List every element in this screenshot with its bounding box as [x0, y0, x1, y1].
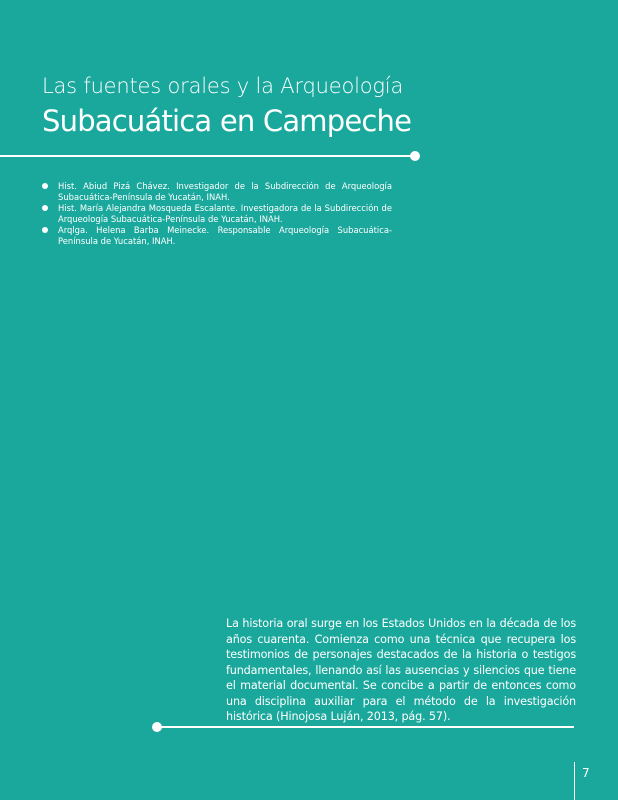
bullet-icon: [42, 183, 48, 189]
intro-paragraph: La historia oral surge en los Estados Unidos en la década de los años cuarenta. Comienza como una técnica que recupera los testimonios de personajes destacados de la historia o testigos fundamentales, llenando así las ausencias y silencios que tiene el material documental. Se concibe a partir de entonces como una disciplina auxiliar para el método de la investigación histórica (Hinojosa Luján, 2013, pág. 57).: [226, 617, 576, 724]
author-item: [42, 225, 392, 247]
author-list: [42, 181, 392, 247]
top-rule: [0, 155, 412, 157]
title-line-1: Las fuentes orales y la Arqueología: [42, 74, 404, 98]
title-line-2: Subacuática en Campeche: [42, 104, 412, 138]
author-item: [42, 203, 392, 225]
page-number: 7: [582, 766, 590, 780]
author-item: [42, 181, 392, 203]
bullet-icon: [42, 227, 48, 233]
page-number-box: [574, 762, 590, 800]
author-text: Hist. María Alejandra Mosqueda Escalante. Investigadora de la Subdirección de Arqueología Subacuática-Península de Yucatán, INAH.: [58, 203, 392, 224]
author-text: Arqlga. Helena Barba Meinecke. Responsable Arqueología Subacuática-Península de Yucatán, INAH.: [58, 225, 392, 246]
author-text: Hist. Abiud Pizá Chávez. Investigador de la Subdirección de Arqueología Subacuática-Península de Yucatán, INAH.: [58, 181, 392, 202]
bottom-rule: [156, 726, 574, 728]
top-rule-dot: [410, 151, 420, 161]
bullet-icon: [42, 205, 48, 211]
